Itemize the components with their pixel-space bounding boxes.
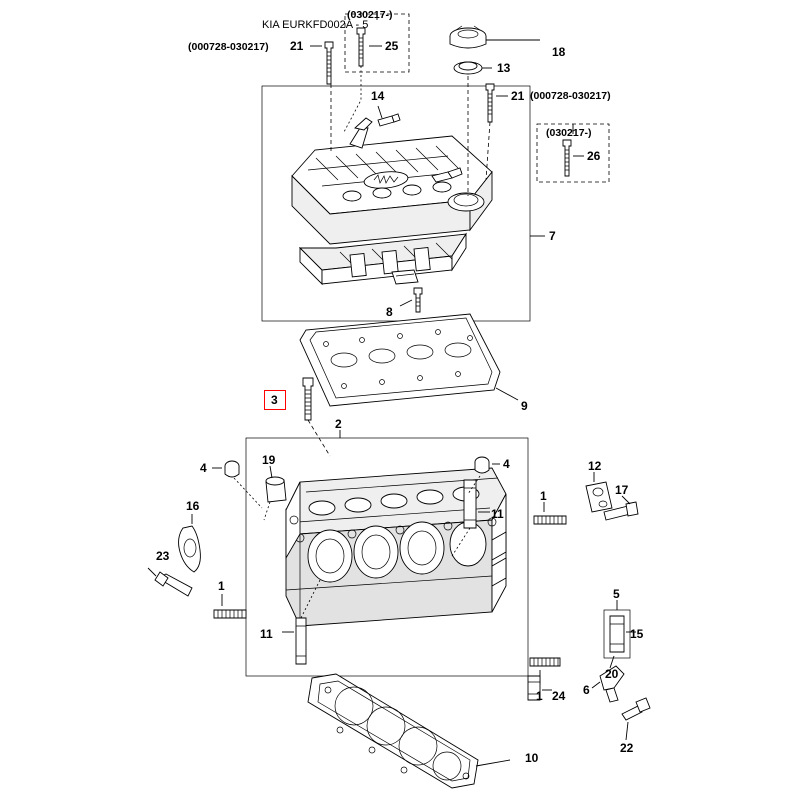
diagram-title: KIA EURKFD002A - 5 [262, 19, 369, 31]
date-code-000728-030217-right: (000728-030217) [530, 90, 611, 102]
callout-21-left[interactable]: 21 [290, 39, 304, 53]
date-code-000728-030217-left: (000728-030217) [188, 41, 269, 53]
callout-20[interactable]: 20 [605, 667, 619, 681]
callout-22[interactable]: 22 [620, 741, 634, 755]
callout-17[interactable]: 17 [615, 483, 629, 497]
callout-4-right[interactable]: 4 [503, 457, 510, 471]
callout-11-right[interactable]: 11 [491, 507, 504, 521]
callout-23[interactable]: 23 [156, 549, 170, 563]
callout-14[interactable]: 14 [371, 89, 385, 103]
callout-21-right[interactable]: 21 [511, 89, 525, 103]
date-code-030217-right: (030217-) [546, 127, 592, 139]
callout-18[interactable]: 18 [552, 45, 566, 59]
callout-5[interactable]: 5 [613, 587, 620, 601]
highlight-box-3 [264, 390, 286, 410]
callout-1-left[interactable]: 1 [218, 579, 225, 593]
callout-6[interactable]: 6 [583, 683, 590, 697]
date-code-030217-top: (030217-) [347, 9, 393, 21]
callout-8[interactable]: 8 [386, 305, 393, 319]
callout-12[interactable]: 12 [588, 459, 602, 473]
callout-16[interactable]: 16 [186, 499, 200, 513]
callout-1-right[interactable]: 1 [540, 489, 547, 503]
callout-19[interactable]: 19 [262, 453, 276, 467]
callout-2[interactable]: 2 [335, 417, 342, 431]
callout-25[interactable]: 25 [385, 39, 399, 53]
callout-15[interactable]: 15 [630, 627, 644, 641]
callout-13[interactable]: 13 [497, 61, 511, 75]
callout-11-left[interactable]: 11 [260, 627, 273, 641]
callout-26[interactable]: 26 [587, 149, 601, 163]
callout-4-left[interactable]: 4 [200, 461, 207, 475]
callout-7[interactable]: 7 [549, 229, 556, 243]
callout-3-highlighted[interactable]: 3 [271, 393, 278, 407]
callout-1-bottom[interactable]: 1 [536, 689, 543, 703]
callout-9[interactable]: 9 [521, 399, 528, 413]
callout-10[interactable]: 10 [525, 751, 539, 765]
callout-24[interactable]: 24 [552, 689, 566, 703]
